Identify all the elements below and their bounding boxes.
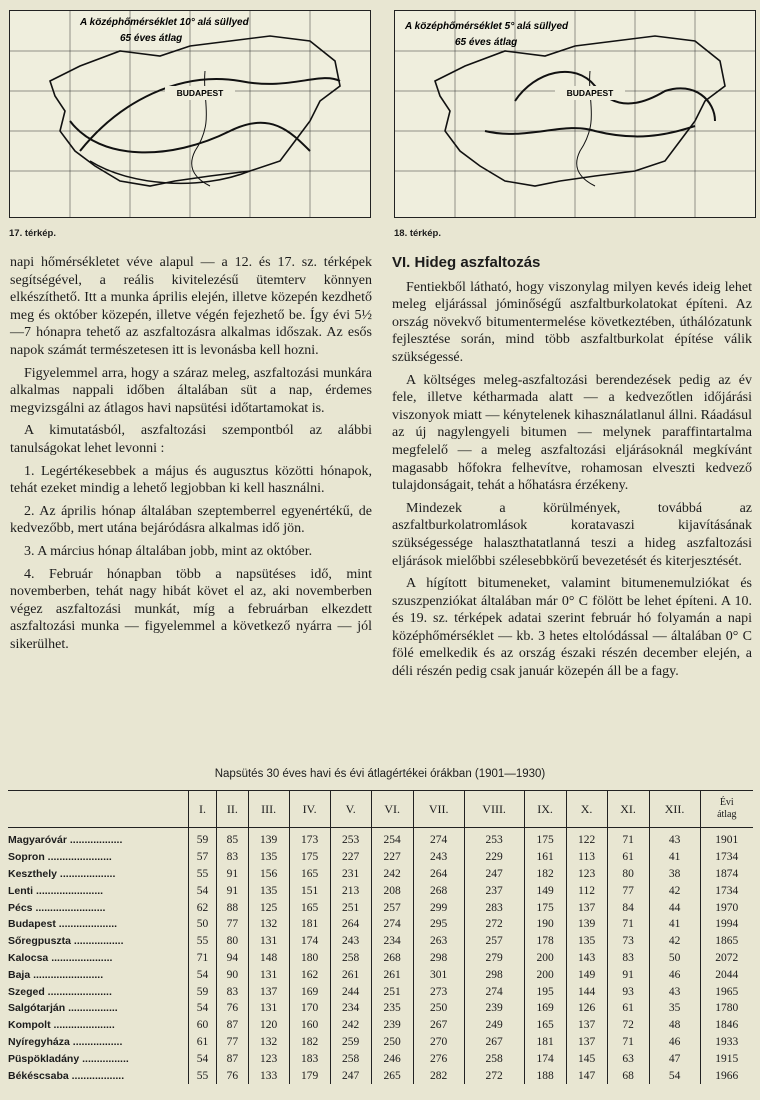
- month-value-cell: 267: [464, 1034, 524, 1051]
- month-value-cell: 283: [464, 899, 524, 916]
- month-value-cell: 274: [464, 983, 524, 1000]
- month-value-cell: 54: [189, 1050, 217, 1067]
- map-18-figure: [395, 11, 755, 217]
- month-value-cell: 71: [607, 1034, 649, 1051]
- table-row: [8, 1034, 753, 1051]
- month-value-cell: 263: [413, 933, 464, 950]
- month-value-cell: 41: [649, 849, 700, 866]
- right-paragraph-3: Mindezek a körülmények, továbbá az aszfaltburkolatromlások koratavaszi kijavításának szükségessége halaszthatatlanná teszi a hideg aszfaltozási eljárások mielőbbi szélesebbkörű bevezetését és kiterjesztését.: [392, 500, 752, 569]
- table-row: [8, 950, 753, 967]
- annual-average-cell: 2072: [700, 950, 753, 967]
- month-value-cell: 239: [371, 1017, 413, 1034]
- month-value-cell: 195: [524, 983, 566, 1000]
- month-value-cell: 47: [649, 1050, 700, 1067]
- month-value-cell: 175: [524, 828, 566, 849]
- month-value-cell: 77: [607, 882, 649, 899]
- month-value-cell: 162: [289, 966, 330, 983]
- header-month: I.: [189, 791, 217, 828]
- right-paragraph-1: Fentiekből látható, hogy viszonylag milyen kevés ideig lehet meleg eljárással jóminőségű aszfaltburkolatokat építeni. Az ország növekvő bitumentermelése következtében, úthálózatunk fejlesztése során, mind több aszfaltburkolat építése válik szükségessé.: [392, 279, 752, 365]
- month-value-cell: 147: [566, 1067, 607, 1084]
- month-value-cell: 208: [371, 882, 413, 899]
- station-name: Sopron ......................: [8, 851, 112, 864]
- month-value-cell: 50: [189, 916, 217, 933]
- month-value-cell: 42: [649, 882, 700, 899]
- month-value-cell: 61: [607, 849, 649, 866]
- left-paragraph-6: 3. A március hónap általában jobb, mint az október.: [24, 543, 313, 559]
- month-value-cell: 170: [289, 1000, 330, 1017]
- station-name: Salgótarján .................: [8, 1002, 118, 1015]
- annual-average-cell: 1734: [700, 849, 753, 866]
- month-value-cell: 71: [607, 916, 649, 933]
- month-value-cell: 88: [217, 899, 248, 916]
- header-month: X.: [566, 791, 607, 828]
- month-value-cell: 200: [524, 966, 566, 983]
- month-value-cell: 258: [464, 1050, 524, 1067]
- month-value-cell: 299: [413, 899, 464, 916]
- header-month: V.: [330, 791, 371, 828]
- left-paragraph-7: 4. Február hónapban több a napsütéses idő, mint novemberben, tehát nagy hibát követ el az, aki novemberben végez aszfaltozási munkát, míg a februárban elkezdett aszfaltozási munka — figyelemmel a következő nyárra — jól sikerülhet.: [10, 566, 372, 652]
- month-value-cell: 72: [607, 1017, 649, 1034]
- header-month: II.: [217, 791, 248, 828]
- month-value-cell: 54: [189, 966, 217, 983]
- month-value-cell: 179: [289, 1067, 330, 1084]
- month-value-cell: 93: [607, 983, 649, 1000]
- map-17-legend-line1: A középhőmérséklet 10° alá süllyed: [80, 17, 249, 28]
- month-value-cell: 149: [566, 966, 607, 983]
- month-value-cell: 178: [524, 933, 566, 950]
- month-value-cell: 182: [289, 1034, 330, 1051]
- table-row: [8, 828, 753, 849]
- month-value-cell: 149: [524, 882, 566, 899]
- month-value-cell: 135: [248, 882, 289, 899]
- month-value-cell: 85: [217, 828, 248, 849]
- map-17-figure: [10, 11, 370, 217]
- month-value-cell: 265: [371, 1067, 413, 1084]
- header-month: VIII.: [464, 791, 524, 828]
- month-value-cell: 132: [248, 1034, 289, 1051]
- header-month: XI.: [607, 791, 649, 828]
- station-name: Pécs ........................: [8, 901, 106, 914]
- table-header-row: [8, 791, 753, 828]
- month-value-cell: 57: [189, 849, 217, 866]
- table-row: [8, 1050, 753, 1067]
- header-station: [8, 791, 189, 828]
- month-value-cell: 243: [413, 849, 464, 866]
- station-name: Békéscsaba ..................: [8, 1069, 125, 1082]
- month-value-cell: 235: [371, 1000, 413, 1017]
- table-row: [8, 1017, 753, 1034]
- annual-average-cell: 1865: [700, 933, 753, 950]
- month-value-cell: 242: [330, 1017, 371, 1034]
- map-17-city-label: BUDAPEST: [176, 88, 224, 98]
- month-value-cell: 48: [649, 1017, 700, 1034]
- month-value-cell: 267: [413, 1017, 464, 1034]
- month-value-cell: 175: [289, 849, 330, 866]
- table-row: [8, 966, 753, 983]
- month-value-cell: 279: [464, 950, 524, 967]
- month-value-cell: 268: [371, 950, 413, 967]
- month-value-cell: 234: [371, 933, 413, 950]
- month-value-cell: 123: [248, 1050, 289, 1067]
- month-value-cell: 247: [330, 1067, 371, 1084]
- month-value-cell: 83: [607, 950, 649, 967]
- month-value-cell: 122: [566, 828, 607, 849]
- month-value-cell: 43: [649, 828, 700, 849]
- month-value-cell: 264: [330, 916, 371, 933]
- month-value-cell: 87: [217, 1050, 248, 1067]
- annual-average-cell: 1970: [700, 899, 753, 916]
- right-paragraph-2: A költséges meleg-aszfaltozási berendezések pedig az év fele, illetve kétharmada alatt — a kedvezőtlen időjárási viszonyok miatt — kénytelenek kihasználatlanul állni. Ráadásul az új nagylengyeli bitumen — melynek paraffintartalma megfelelő — a meleg aszfaltozási eljárásoknál megkívánt magasabb hőfokra felhevítve, rohamosan elveszti kedvező tulajdonságait, tehát a hőhatásra érzékeny.: [392, 372, 752, 494]
- month-value-cell: 120: [248, 1017, 289, 1034]
- month-value-cell: 135: [248, 849, 289, 866]
- month-value-cell: 131: [248, 966, 289, 983]
- month-value-cell: 165: [289, 899, 330, 916]
- month-value-cell: 77: [217, 1034, 248, 1051]
- station-name: Baja ........................: [8, 968, 104, 981]
- month-value-cell: 257: [464, 933, 524, 950]
- map-18: [394, 10, 756, 218]
- table-row: [8, 1067, 753, 1084]
- table-row: [8, 916, 753, 933]
- month-value-cell: 180: [289, 950, 330, 967]
- month-value-cell: 77: [217, 916, 248, 933]
- header-month: VII.: [413, 791, 464, 828]
- month-value-cell: 80: [217, 933, 248, 950]
- month-value-cell: 272: [464, 1067, 524, 1084]
- header-month: XII.: [649, 791, 700, 828]
- month-value-cell: 132: [248, 916, 289, 933]
- map-17-legend-line2: 65 éves átlag: [120, 33, 183, 44]
- month-value-cell: 42: [649, 933, 700, 950]
- month-value-cell: 174: [289, 933, 330, 950]
- month-value-cell: 165: [524, 1017, 566, 1034]
- month-value-cell: 137: [248, 983, 289, 1000]
- annual-average-cell: 1966: [700, 1067, 753, 1084]
- month-value-cell: 71: [607, 828, 649, 849]
- month-value-cell: 237: [464, 882, 524, 899]
- month-value-cell: 227: [330, 849, 371, 866]
- month-value-cell: 298: [464, 966, 524, 983]
- month-value-cell: 59: [189, 828, 217, 849]
- left-paragraph-3: A kimutatásból, aszfaltozási szempontból az alábbi tanulságokat lehet levonni :: [10, 423, 372, 456]
- map-18-city-label: BUDAPEST: [566, 88, 614, 98]
- month-value-cell: 247: [464, 866, 524, 883]
- month-value-cell: 137: [566, 899, 607, 916]
- month-value-cell: 83: [217, 983, 248, 1000]
- header-avg-line1: Évi: [719, 797, 734, 808]
- annual-average-cell: 1780: [700, 1000, 753, 1017]
- month-value-cell: 227: [371, 849, 413, 866]
- header-month: III.: [248, 791, 289, 828]
- month-value-cell: 113: [566, 849, 607, 866]
- month-value-cell: 83: [217, 849, 248, 866]
- month-value-cell: 274: [371, 916, 413, 933]
- month-value-cell: 169: [289, 983, 330, 1000]
- month-value-cell: 46: [649, 966, 700, 983]
- header-month: IX.: [524, 791, 566, 828]
- annual-average-cell: 1874: [700, 866, 753, 883]
- month-value-cell: 253: [330, 828, 371, 849]
- station-name: Magyaróvár ..................: [8, 834, 123, 847]
- month-value-cell: 87: [217, 1017, 248, 1034]
- month-value-cell: 145: [566, 1050, 607, 1067]
- month-value-cell: 213: [330, 882, 371, 899]
- right-paragraph-4: A hígított bitumeneket, valamint bitumenemulziókat és szuszpenziókat általában már 0° C fölött be lehet építeni. A 10. és 19. sz. térképek adatai szerint február hó folyamán a napi középhőmérséklet — kb. 3 hetes eltolódással — általában 0° C fölé emelkedik és az ország északi részén december elején, a déli részén pedig csak január közepén áll be a fagy.: [392, 576, 752, 680]
- table-row: [8, 983, 753, 1000]
- month-value-cell: 43: [649, 983, 700, 1000]
- month-value-cell: 254: [371, 828, 413, 849]
- annual-average-cell: 1994: [700, 916, 753, 933]
- month-value-cell: 55: [189, 866, 217, 883]
- month-value-cell: 60: [189, 1017, 217, 1034]
- month-value-cell: 143: [566, 950, 607, 967]
- left-paragraph-2: Figyelemmel arra, hogy a száraz meleg, aszfaltozási munkára alkalmas nappali időben általában süt a nap, érdemes megvizsgálni az átlagos havi napsütési időtartamokat is.: [10, 365, 372, 416]
- station-name: Kompolt .....................: [8, 1019, 115, 1032]
- month-value-cell: 90: [217, 966, 248, 983]
- month-value-cell: 91: [607, 966, 649, 983]
- month-value-cell: 273: [413, 983, 464, 1000]
- month-value-cell: 139: [248, 828, 289, 849]
- month-value-cell: 161: [524, 849, 566, 866]
- month-value-cell: 261: [330, 966, 371, 983]
- month-value-cell: 112: [566, 882, 607, 899]
- header-annual-average: [700, 791, 753, 828]
- month-value-cell: 274: [413, 828, 464, 849]
- month-value-cell: 148: [248, 950, 289, 967]
- month-value-cell: 261: [371, 966, 413, 983]
- month-value-cell: 231: [330, 866, 371, 883]
- month-value-cell: 257: [371, 899, 413, 916]
- station-name: Budapest ....................: [8, 918, 118, 931]
- month-value-cell: 182: [524, 866, 566, 883]
- month-value-cell: 229: [464, 849, 524, 866]
- month-value-cell: 165: [289, 866, 330, 883]
- station-name: Keszthely ...................: [8, 867, 116, 880]
- month-value-cell: 126: [566, 1000, 607, 1017]
- month-value-cell: 91: [217, 882, 248, 899]
- month-value-cell: 272: [464, 916, 524, 933]
- left-paragraph-1: napi hőmérsékletet véve alapul — a 12. és 17. sz. térképek segítségével, a reális kivitelezésű ütemterv könnyen elkészíthető. Itt a munka április elején, illetve közepén kezdhető meg és október közepén, illetve végén fejezhető be. Így évi 5½—7 hónapra tehető az aszfaltozásra alkalmas időszak. Az esős napok számát természetesen itt is levonásba kell hozni.: [10, 255, 372, 358]
- left-paragraph-5: 2. Az április hónap általában szeptemberrel egyenértékű, de kedvezőbb, mert utána bejáródásra alkalmas idő jön.: [10, 503, 372, 537]
- month-value-cell: 59: [189, 983, 217, 1000]
- header-month: VI.: [371, 791, 413, 828]
- map-17-caption: 17. térkép.: [9, 228, 56, 239]
- month-value-cell: 91: [217, 866, 248, 883]
- month-value-cell: 61: [189, 1034, 217, 1051]
- month-value-cell: 188: [524, 1067, 566, 1084]
- map-18-legend-line2: 65 éves átlag: [455, 37, 518, 48]
- station-name: Püspökladány ................: [8, 1052, 129, 1065]
- month-value-cell: 55: [189, 933, 217, 950]
- month-value-cell: 282: [413, 1067, 464, 1084]
- month-value-cell: 133: [248, 1067, 289, 1084]
- month-value-cell: 251: [330, 899, 371, 916]
- month-value-cell: 295: [413, 916, 464, 933]
- table-row: [8, 933, 753, 950]
- month-value-cell: 258: [330, 950, 371, 967]
- right-column: [392, 254, 752, 686]
- month-value-cell: 169: [524, 1000, 566, 1017]
- month-value-cell: 276: [413, 1050, 464, 1067]
- month-value-cell: 239: [464, 1000, 524, 1017]
- month-value-cell: 259: [330, 1034, 371, 1051]
- month-value-cell: 156: [248, 866, 289, 883]
- station-name: Szeged ......................: [8, 985, 112, 998]
- month-value-cell: 61: [607, 1000, 649, 1017]
- month-value-cell: 250: [371, 1034, 413, 1051]
- map-17: [9, 10, 371, 218]
- annual-average-cell: 1933: [700, 1034, 753, 1051]
- month-value-cell: 84: [607, 899, 649, 916]
- month-value-cell: 173: [289, 828, 330, 849]
- month-value-cell: 137: [566, 1034, 607, 1051]
- month-value-cell: 76: [217, 1000, 248, 1017]
- month-value-cell: 174: [524, 1050, 566, 1067]
- month-value-cell: 183: [289, 1050, 330, 1067]
- month-value-cell: 234: [330, 1000, 371, 1017]
- month-value-cell: 298: [413, 950, 464, 967]
- month-value-cell: 151: [289, 882, 330, 899]
- section-heading: VI. Hideg aszfaltozás: [392, 254, 541, 271]
- month-value-cell: 76: [217, 1067, 248, 1084]
- table-title: Napsütés 30 éves havi és évi átlagértékei órákban (1901—1930): [214, 768, 546, 780]
- annual-average-cell: 2044: [700, 966, 753, 983]
- month-value-cell: 249: [464, 1017, 524, 1034]
- left-column: [10, 254, 372, 658]
- month-value-cell: 244: [330, 983, 371, 1000]
- header-avg-line2: átlag: [717, 809, 737, 820]
- month-value-cell: 301: [413, 966, 464, 983]
- station-name: Sőregpuszta .................: [8, 935, 124, 948]
- month-value-cell: 200: [524, 950, 566, 967]
- month-value-cell: 131: [248, 1000, 289, 1017]
- month-value-cell: 144: [566, 983, 607, 1000]
- month-value-cell: 73: [607, 933, 649, 950]
- month-value-cell: 55: [189, 1067, 217, 1084]
- table-row: [8, 899, 753, 916]
- month-value-cell: 125: [248, 899, 289, 916]
- month-value-cell: 258: [330, 1050, 371, 1067]
- month-value-cell: 46: [649, 1034, 700, 1051]
- month-value-cell: 35: [649, 1000, 700, 1017]
- month-value-cell: 190: [524, 916, 566, 933]
- header-month: IV.: [289, 791, 330, 828]
- month-value-cell: 246: [371, 1050, 413, 1067]
- month-value-cell: 62: [189, 899, 217, 916]
- month-value-cell: 181: [524, 1034, 566, 1051]
- month-value-cell: 135: [566, 933, 607, 950]
- month-value-cell: 94: [217, 950, 248, 967]
- month-value-cell: 175: [524, 899, 566, 916]
- month-value-cell: 270: [413, 1034, 464, 1051]
- month-value-cell: 264: [413, 866, 464, 883]
- month-value-cell: 253: [464, 828, 524, 849]
- table-row: [8, 849, 753, 866]
- month-value-cell: 160: [289, 1017, 330, 1034]
- left-paragraph-4: 1. Legértékesebbek a május és augusztus közötti hónapok, tehát ezeket mindig a lehető legjobban ki kell használni.: [10, 463, 372, 497]
- month-value-cell: 38: [649, 866, 700, 883]
- table-body: [8, 828, 753, 1084]
- month-value-cell: 131: [248, 933, 289, 950]
- month-value-cell: 137: [566, 1017, 607, 1034]
- month-value-cell: 139: [566, 916, 607, 933]
- station-name: Lenti .......................: [8, 884, 104, 897]
- month-value-cell: 41: [649, 916, 700, 933]
- month-value-cell: 181: [289, 916, 330, 933]
- month-value-cell: 251: [371, 983, 413, 1000]
- month-value-cell: 44: [649, 899, 700, 916]
- annual-average-cell: 1901: [700, 828, 753, 849]
- sunshine-table: [8, 790, 753, 1084]
- annual-average-cell: 1846: [700, 1017, 753, 1034]
- month-value-cell: 68: [607, 1067, 649, 1084]
- month-value-cell: 54: [189, 1000, 217, 1017]
- month-value-cell: 71: [189, 950, 217, 967]
- map-18-caption: 18. térkép.: [394, 228, 441, 239]
- month-value-cell: 54: [189, 882, 217, 899]
- table-row: [8, 882, 753, 899]
- station-name: Kalocsa .....................: [8, 951, 113, 964]
- month-value-cell: 123: [566, 866, 607, 883]
- month-value-cell: 54: [649, 1067, 700, 1084]
- annual-average-cell: 1965: [700, 983, 753, 1000]
- table-row: [8, 866, 753, 883]
- month-value-cell: 243: [330, 933, 371, 950]
- table-row: [8, 1000, 753, 1017]
- station-name: Nyíregyháza .................: [8, 1035, 123, 1048]
- month-value-cell: 50: [649, 950, 700, 967]
- month-value-cell: 250: [413, 1000, 464, 1017]
- month-value-cell: 242: [371, 866, 413, 883]
- month-value-cell: 268: [413, 882, 464, 899]
- annual-average-cell: 1915: [700, 1050, 753, 1067]
- annual-average-cell: 1734: [700, 882, 753, 899]
- month-value-cell: 80: [607, 866, 649, 883]
- map-18-legend-line1: A középhőmérséklet 5° alá süllyed: [405, 21, 569, 32]
- month-value-cell: 63: [607, 1050, 649, 1067]
